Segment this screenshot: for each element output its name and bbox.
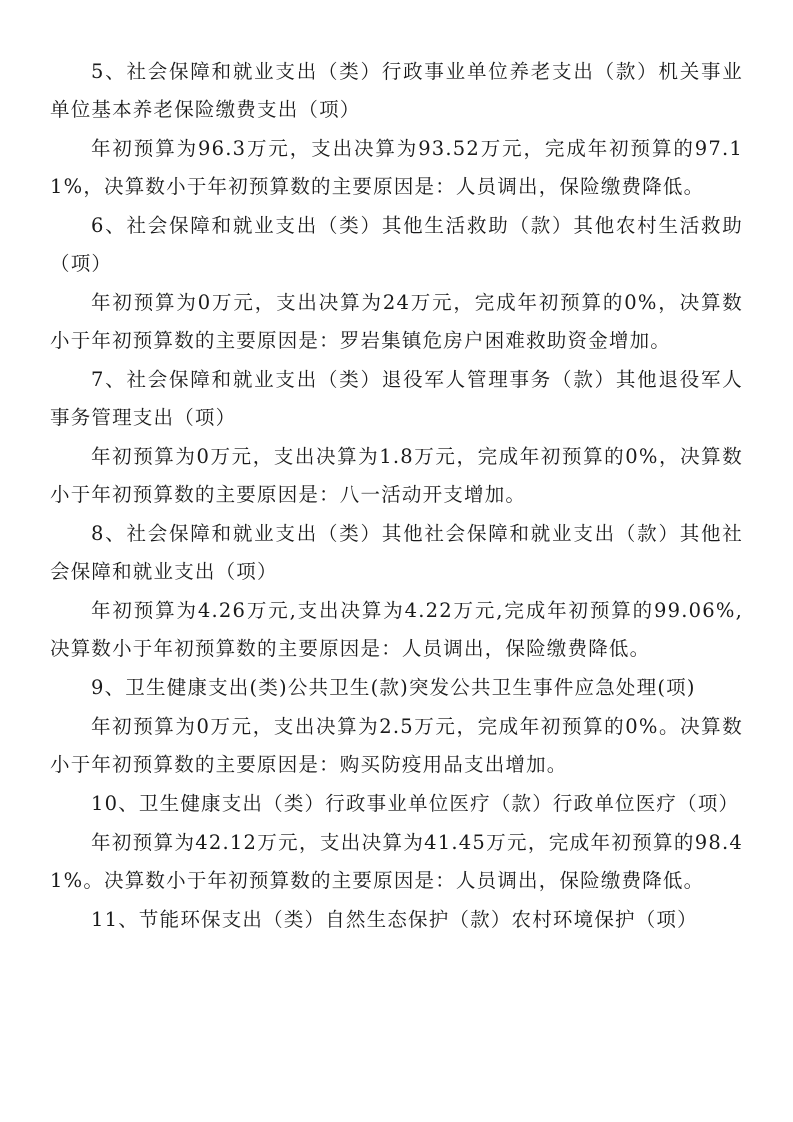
item-7-detail: 年初预算为0万元，支出决算为1.8万元，完成年初预算的0%，决算数小于年初预算数的主要原因是：八一活动开支增加。 xyxy=(50,445,743,506)
item-6-heading: 6、社会保障和就业支出（类）其他生活救助（款）其他农村生活救助（项） xyxy=(50,214,743,275)
item-10-detail: 年初预算为42.12万元，支出决算为41.45万元，完成年初预算的98.41%。决算数小于年初预算数的主要原因是：人员调出，保险缴费降低。 xyxy=(50,831,743,892)
item-5-detail: 年初预算为96.3万元，支出决算为93.52万元，完成年初预算的97.11%，决算数小于年初预算数的主要原因是：人员调出，保险缴费降低。 xyxy=(50,137,743,198)
item-7-heading: 7、社会保障和就业支出（类）退役军人管理事务（款）其他退役军人事务管理支出（项） xyxy=(50,368,743,429)
item-8-detail: 年初预算为4.26万元,支出决算为4.22万元,完成年初预算的99.06%,决算数小于年初预算数的主要原因是：人员调出，保险缴费降低。 xyxy=(50,599,743,660)
item-9-detail: 年初预算为0万元，支出决算为2.5万元，完成年初预算的0%。决算数小于年初预算数的主要原因是：购买防疫用品支出增加。 xyxy=(50,715,743,776)
item-10-heading: 10、卫生健康支出（类）行政事业单位医疗（款）行政单位医疗（项） xyxy=(91,792,740,815)
item-9-heading: 9、卫生健康支出(类)公共卫生(款)突发公共卫生事件应急处理(项) xyxy=(91,676,696,699)
item-6-detail: 年初预算为0万元，支出决算为24万元，完成年初预算的0%，决算数小于年初预算数的主要原因是：罗岩集镇危房户困难救助资金增加。 xyxy=(50,291,743,352)
item-11-heading: 11、节能环保支出（类）自然生态保护（款）农村环境保护（项） xyxy=(91,908,698,931)
item-5-heading: 5、社会保障和就业支出（类）行政事业单位养老支出（款）机关事业单位基本养老保险缴费支出（项） xyxy=(50,60,743,121)
item-8-heading: 8、社会保障和就业支出（类）其他社会保障和就业支出（款）其他社会保障和就业支出（项） xyxy=(50,522,743,583)
